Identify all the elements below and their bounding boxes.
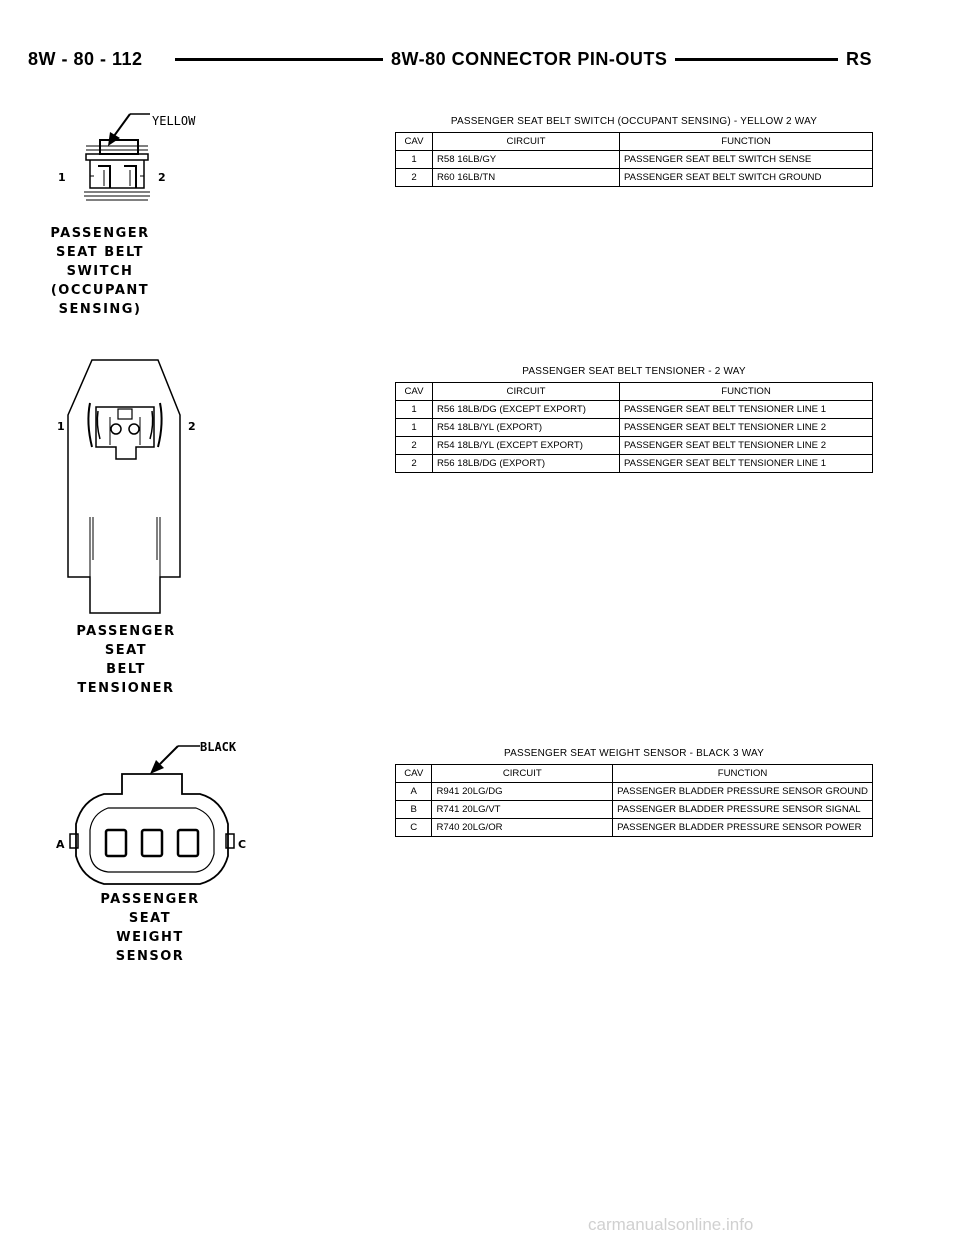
caption-line: SEAT [128,911,172,926]
col-header-cav: CAV [396,133,433,151]
circuit-cell: R941 20LG/DG [432,783,613,801]
cav-cell: B [396,801,432,819]
seat-belt-switch-pin-table [395,132,873,187]
col-header-function: FUNCTION [613,765,873,783]
function-cell: PASSENGER SEAT BELT TENSIONER LINE 2 [620,419,873,437]
col-header-circuit: CIRCUIT [433,383,620,401]
seat-belt-tensioner-pin-table [395,382,873,473]
table-header-row [396,383,873,401]
caption-line: PASSENGER [76,624,176,639]
caption-line: BELT [106,662,146,677]
seat-weight-sensor-caption [80,890,220,966]
cav-cell: 1 [396,419,433,437]
cav-cell: A [396,783,432,801]
circuit-cell: R56 18LB/DG (EXCEPT EXPORT) [433,401,620,419]
model-code: RS [838,44,880,74]
table-row [396,455,873,473]
table-row [396,437,873,455]
table-row [396,783,873,801]
table-row [396,401,873,419]
table-row [396,419,873,437]
caption-line: SEAT [104,643,148,658]
circuit-cell: R54 18LB/YL (EXCEPT EXPORT) [433,437,620,455]
function-cell: PASSENGER SEAT BELT TENSIONER LINE 1 [620,455,873,473]
col-header-cav: CAV [396,765,432,783]
function-cell: PASSENGER SEAT BELT TENSIONER LINE 1 [620,401,873,419]
seat-weight-sensor-table-title: PASSENGER SEAT WEIGHT SENSOR - BLACK 3 WAY [504,748,764,759]
caption-line: SEAT BELT [56,245,144,260]
col-header-cav: CAV [396,383,433,401]
page-number: 8W - 80 - 112 [20,44,151,74]
seat-weight-sensor-color-label: BLACK [200,740,237,754]
circuit-cell: R54 18LB/YL (EXPORT) [433,419,620,437]
watermark: carmanualsonline.info [588,1215,754,1234]
seat-weight-sensor-connector-drawing [60,738,260,898]
caption-line: TENSIONER [77,681,175,696]
function-cell: PASSENGER BLADDER PRESSURE SENSOR POWER [613,819,873,837]
cav-cell: 2 [396,169,433,187]
caption-line: WEIGHT [116,930,184,945]
page-header [0,44,960,74]
circuit-cell: R740 20LG/OR [432,819,613,837]
seat-belt-tensioner-pin-right: 2 [188,420,196,433]
seat-belt-tensioner-connector-drawing [60,355,190,620]
function-cell: PASSENGER SEAT BELT SWITCH SENSE [620,151,873,169]
circuit-cell: R58 16LB/GY [433,151,620,169]
seat-belt-tensioner-caption [56,622,196,698]
caption-line: PASSENGER [50,226,150,241]
seat-weight-sensor-pin-table [395,764,873,837]
col-header-function: FUNCTION [620,133,873,151]
cav-cell: 2 [396,437,433,455]
seat-belt-tensioner-table-title: PASSENGER SEAT BELT TENSIONER - 2 WAY [522,366,746,377]
section-title: 8W-80 CONNECTOR PIN-OUTS [383,44,675,74]
table-row [396,169,873,187]
function-cell: PASSENGER SEAT BELT SWITCH GROUND [620,169,873,187]
seat-belt-switch-caption [30,224,170,319]
table-row [396,151,873,169]
caption-line: SENSOR [115,949,185,964]
cav-cell: 1 [396,401,433,419]
table-header-row [396,765,873,783]
function-cell: PASSENGER BLADDER PRESSURE SENSOR SIGNAL [613,801,873,819]
caption-line: PASSENGER [100,892,200,907]
col-header-circuit: CIRCUIT [432,765,613,783]
seat-belt-switch-table-title: PASSENGER SEAT BELT SWITCH (OCCUPANT SENSING) - YELLOW 2 WAY [450,116,818,127]
circuit-cell: R56 18LB/DG (EXPORT) [433,455,620,473]
caption-line: SENSING) [58,302,142,317]
seat-belt-switch-pin-left: 1 [58,171,66,184]
table-row [396,819,873,837]
circuit-cell: R741 20LG/VT [432,801,613,819]
col-header-function: FUNCTION [620,383,873,401]
cav-cell: 1 [396,151,433,169]
table-row [396,801,873,819]
col-header-circuit: CIRCUIT [433,133,620,151]
seat-belt-tensioner-pin-left: 1 [57,420,65,433]
cav-cell: C [396,819,432,837]
function-cell: PASSENGER BLADDER PRESSURE SENSOR GROUND [613,783,873,801]
caption-line: SWITCH [66,264,134,279]
seat-weight-sensor-pin-left: A [56,838,65,851]
circuit-cell: R60 16LB/TN [433,169,620,187]
seat-weight-sensor-pin-right: C [238,838,247,851]
caption-line: (OCCUPANT [50,283,150,298]
cav-cell: 2 [396,455,433,473]
function-cell: PASSENGER SEAT BELT TENSIONER LINE 2 [620,437,873,455]
seat-belt-switch-pin-right: 2 [158,171,166,184]
table-header-row [396,133,873,151]
header-rule-left [175,58,385,61]
seat-belt-switch-color-label: YELLOW [152,114,196,128]
